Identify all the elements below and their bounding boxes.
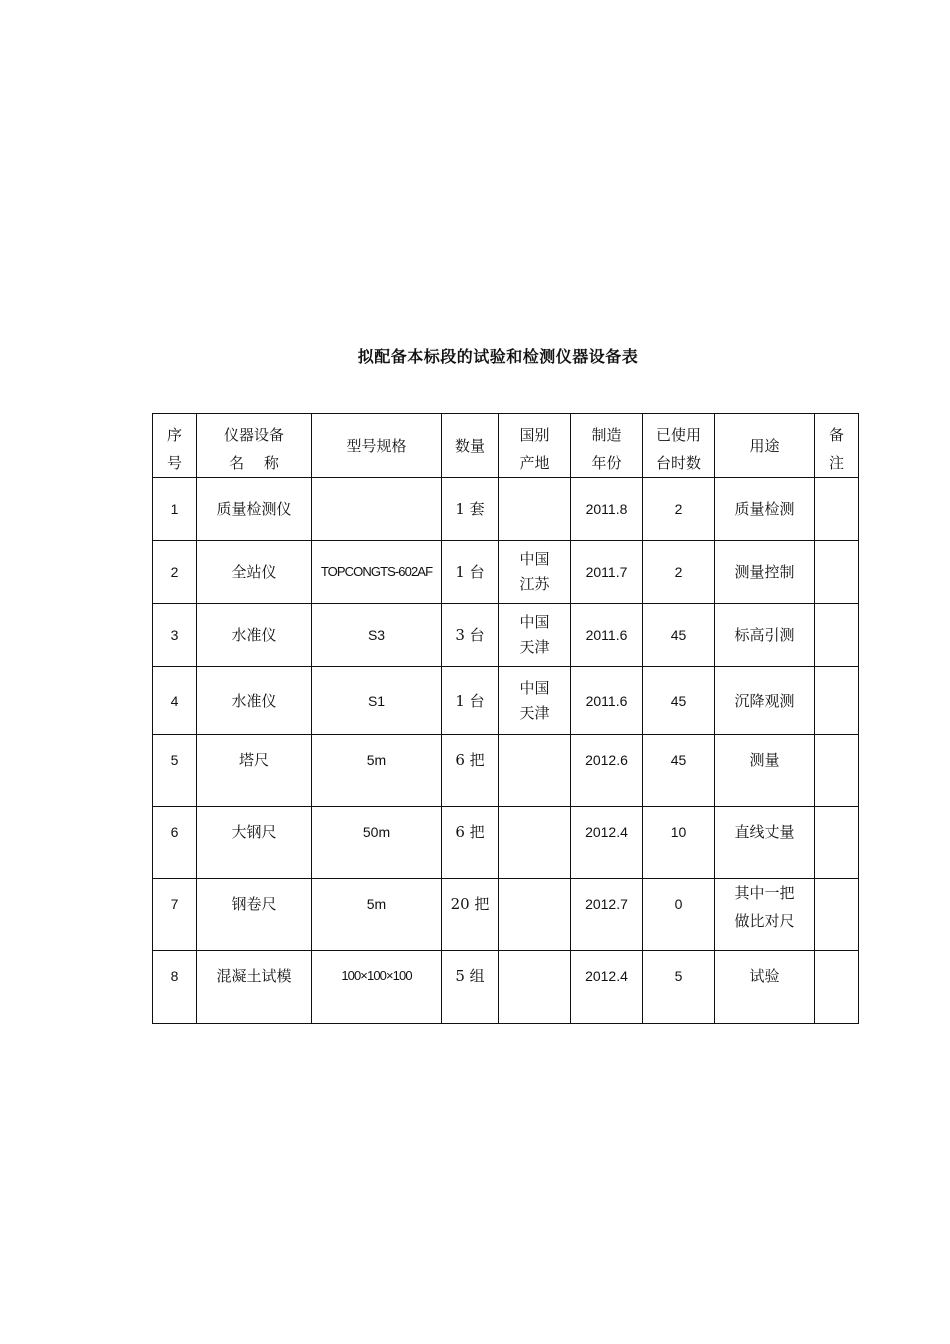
cell-remark <box>815 879 859 951</box>
header-year: 制造 年份 <box>571 414 643 478</box>
cell-no: 4 <box>153 667 197 735</box>
cell-hours: 2 <box>643 541 715 604</box>
table-row <box>153 541 859 604</box>
cell-origin <box>499 879 571 951</box>
cell-year: 2012.6 <box>571 735 643 807</box>
cell-hours: 5 <box>643 951 715 1024</box>
header-hours: 已使用 台时数 <box>643 414 715 478</box>
cell-model: TOPCONGTS-602AF <box>312 541 442 604</box>
cell-remark <box>815 735 859 807</box>
cell-remark <box>815 604 859 667</box>
cell-hours: 45 <box>643 735 715 807</box>
cell-model: 100×100×100 <box>312 951 442 1024</box>
cell-use: 测量控制 <box>715 541 815 604</box>
cell-use: 质量检测 <box>715 478 815 541</box>
table-row <box>153 604 859 667</box>
cell-no: 1 <box>153 478 197 541</box>
cell-model: S1 <box>312 667 442 735</box>
header-model: 型号规格 <box>312 414 442 478</box>
cell-no: 2 <box>153 541 197 604</box>
cell-hours: 2 <box>643 478 715 541</box>
cell-remark <box>815 667 859 735</box>
cell-origin <box>499 478 571 541</box>
header-row <box>153 414 859 478</box>
cell-origin: 中国 天津 <box>499 667 571 735</box>
table-row <box>153 667 859 735</box>
cell-origin <box>499 807 571 879</box>
cell-year: 2012.4 <box>571 951 643 1024</box>
cell-origin: 中国 江苏 <box>499 541 571 604</box>
cell-qty: 5 组 <box>442 951 499 1024</box>
cell-hours: 45 <box>643 667 715 735</box>
cell-hours: 0 <box>643 879 715 951</box>
cell-origin <box>499 951 571 1024</box>
header-name: 仪器设备 名 称 <box>197 414 312 478</box>
cell-remark <box>815 807 859 879</box>
cell-name: 大钢尺 <box>197 807 312 879</box>
cell-year: 2012.4 <box>571 807 643 879</box>
cell-name: 塔尺 <box>197 735 312 807</box>
cell-no: 5 <box>153 735 197 807</box>
cell-name: 水准仪 <box>197 667 312 735</box>
cell-remark <box>815 478 859 541</box>
cell-no: 8 <box>153 951 197 1024</box>
cell-qty: 1 套 <box>442 478 499 541</box>
table-row <box>153 807 859 879</box>
cell-use: 沉降观测 <box>715 667 815 735</box>
cell-remark <box>815 541 859 604</box>
header-use: 用途 <box>715 414 815 478</box>
cell-qty: 6 把 <box>442 735 499 807</box>
cell-year: 2011.8 <box>571 478 643 541</box>
cell-model: 5m <box>312 735 442 807</box>
header-remark: 备 注 <box>815 414 859 478</box>
cell-year: 2011.6 <box>571 667 643 735</box>
cell-name: 质量检测仪 <box>197 478 312 541</box>
cell-use: 测量 <box>715 735 815 807</box>
cell-origin: 中国 天津 <box>499 604 571 667</box>
cell-model: 50m <box>312 807 442 879</box>
table-row <box>153 478 859 541</box>
cell-model: 5m <box>312 879 442 951</box>
cell-use: 标高引测 <box>715 604 815 667</box>
equipment-table <box>152 413 859 1024</box>
cell-name: 水准仪 <box>197 604 312 667</box>
header-origin: 国别 产地 <box>499 414 571 478</box>
table-row <box>153 879 859 951</box>
cell-use: 直线丈量 <box>715 807 815 879</box>
cell-qty: 6 把 <box>442 807 499 879</box>
cell-no: 6 <box>153 807 197 879</box>
cell-qty: 1 台 <box>442 667 499 735</box>
cell-year: 2012.7 <box>571 879 643 951</box>
cell-remark <box>815 951 859 1024</box>
cell-no: 7 <box>153 879 197 951</box>
header-no: 序 号 <box>153 414 197 478</box>
header-qty: 数量 <box>442 414 499 478</box>
cell-model: S3 <box>312 604 442 667</box>
cell-name: 钢卷尺 <box>197 879 312 951</box>
cell-year: 2011.7 <box>571 541 643 604</box>
table-row <box>153 735 859 807</box>
table-row <box>153 951 859 1024</box>
cell-no: 3 <box>153 604 197 667</box>
cell-hours: 10 <box>643 807 715 879</box>
cell-model <box>312 478 442 541</box>
cell-qty: 3 台 <box>442 604 499 667</box>
cell-use: 其中一把 做比对尺 <box>715 879 815 951</box>
cell-use: 试验 <box>715 951 815 1024</box>
cell-year: 2011.6 <box>571 604 643 667</box>
cell-origin <box>499 735 571 807</box>
cell-hours: 45 <box>643 604 715 667</box>
document-title: 拟配备本标段的试验和检测仪器设备表 <box>357 347 639 366</box>
cell-qty: 1 台 <box>442 541 499 604</box>
cell-name: 全站仪 <box>197 541 312 604</box>
cell-qty: 20 把 <box>442 879 499 951</box>
cell-name: 混凝土试模 <box>197 951 312 1024</box>
